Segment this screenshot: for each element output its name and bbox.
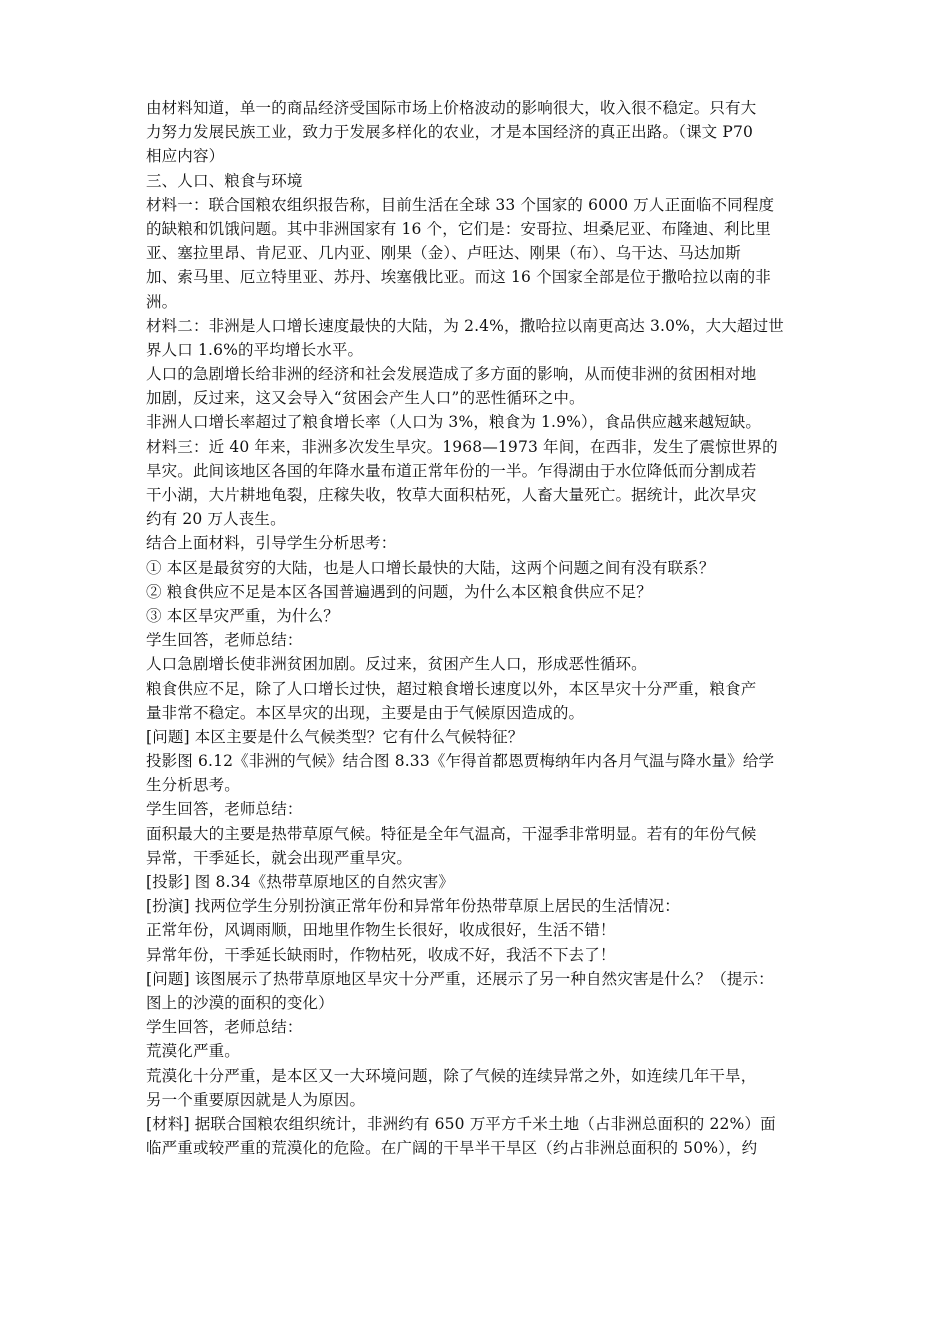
text-line: [材料] 据联合国粮农组织统计，非洲约有 650 万平方千米土地（占非洲总面积的 22%）面	[146, 1114, 776, 1133]
question-item: ① 本区是最贫穷的大陆，也是人口增长最快的大陆，这两个问题之间有没有联系？	[146, 558, 715, 577]
text-line: 异常年份，干季延长缺雨时，作物枯死，收成不好，我活不下去了！	[146, 945, 616, 964]
text-line: 界人口 1.6%的平均增长水平。	[146, 340, 364, 359]
text-line: 学生回答，老师总结：	[146, 1018, 303, 1037]
question-item: ② 粮食供应不足是本区各国普遍遇到的问题，为什么本区粮食供应不足？	[146, 582, 652, 601]
text-line: 由材料知道，单一的商品经济受国际市场上价格波动的影响很大，收入很不稳定。只有大	[146, 99, 757, 117]
text-line: 荒漠化严重。	[146, 1042, 240, 1061]
text-line: [问题] 该图展示了热带草原地区旱灾十分严重，还展示了另一种自然灾害是什么？（提示：	[146, 969, 774, 988]
text-line: 旱灾。此间该地区各国的年降水量布道正常年份的一半。乍得湖由于水位降低而分割成若	[146, 461, 757, 480]
text-line: 干小湖，大片耕地龟裂，庄稼失收，牧草大面积枯死，人畜大量死亡。据统计，此次旱灾	[146, 486, 757, 504]
text-line: [问题] 本区主要是什么气候类型？它有什么气候特征？	[146, 727, 524, 746]
text-line: 非洲人口增长率超过了粮食增长率（人口为 3%，粮食为 1.9%），食品供应越来越短缺。	[146, 413, 762, 432]
section-heading: 三、人口、粮食与环境	[146, 171, 303, 190]
text-line: 学生回答，老师总结：	[146, 631, 303, 650]
text-line: 粮食供应不足，除了人口增长过快，超过粮食增长速度以外，本区旱灾十分严重，粮食产	[146, 679, 757, 698]
text-line: 材料三：近 40 年来，非洲多次发生旱灾。1968—1973 年间，在西非，发生了震惊世界的	[146, 437, 778, 456]
question-item: ③ 本区旱灾严重，为什么？	[146, 606, 339, 625]
text-line: 人口急剧增长使非洲贫困加剧。反过来，贫困产生人口，形成恶性循环。	[146, 655, 647, 674]
text-line: 生分析思考。	[146, 776, 240, 795]
text-line: 相应内容）	[146, 147, 225, 166]
text-line: 结合上面材料，引导学生分析思考：	[146, 534, 397, 553]
text-line: [扮演] 找两位学生分别扮演正常年份和异常年份热带草原上居民的生活情况：	[146, 897, 680, 916]
text-line: 加剧，反过来，这又会导入“贫困会产生人口”的恶性循环之中。	[146, 389, 585, 408]
text-line: 材料一：联合国粮农组织报告称，目前生活在全球 33 个国家的 6000 万人正面临不同程度	[146, 195, 775, 214]
text-line: 图上的沙漠的面积的变化）	[146, 993, 334, 1012]
text-line: 学生回答，老师总结：	[146, 800, 303, 819]
text-line: 亚、塞拉里昂、肯尼亚、几内亚、刚果（金）、卢旺达、刚果（布）、乌干达、马达加斯	[146, 244, 741, 263]
text-line: 投影图 6.12《非洲的气候》结合图 8.33《乍得首都恩贾梅纳年内各月气温与降水量》给学	[146, 752, 775, 771]
text-line: 约有 20 万人丧生。	[146, 510, 286, 529]
text-line: 的缺粮和饥饿问题。其中非洲国家有 16 个，它们是：安哥拉、坦桑尼亚、布隆迪、利比里	[146, 219, 771, 238]
text-line: 材料二：非洲是人口增长速度最快的大陆，为 2.4%，撒哈拉以南更高达 3.0%，大大超过世	[146, 316, 784, 335]
text-line: 面积最大的主要是热带草原气候。特征是全年气温高，干湿季非常明显。若有的年份气候	[146, 824, 757, 843]
text-line: 加、索马里、厄立特里亚、苏丹、埃塞俄比亚。而这 16 个国家全部是位于撒哈拉以南的非	[146, 268, 771, 287]
text-line: 正常年份，风调雨顺，田地里作物生长很好，收成很好，生活不错！	[146, 921, 616, 940]
text-line: 洲。	[146, 292, 178, 311]
text-line: [投影] 图 8.34《热带草原地区的自然灾害》	[146, 873, 455, 891]
text-line: 荒漠化十分严重，是本区又一大环境问题，除了气候的连续异常之外，如连续几年干旱，	[146, 1066, 757, 1085]
text-line: 量非常不稳定。本区旱灾的出现，主要是由于气候原因造成的。	[146, 703, 585, 722]
text-line: 另一个重要原因就是人为原因。	[146, 1090, 366, 1109]
document-page	[146, 96, 822, 1160]
text-line: 力努力发展民族工业，致力于发展多样化的农业，才是本国经济的真正出路。（课文 P70	[146, 123, 753, 142]
text-line: 异常，干季延长，就会出现严重旱灾。	[146, 848, 413, 867]
text-line: 临严重或较严重的荒漠化的危险。在广阔的干旱半干旱区（约占非洲总面积的 50%），约	[146, 1139, 758, 1158]
text-line: 人口的急剧增长给非洲的经济和社会发展造成了多方面的影响，从而使非洲的贫困相对地	[146, 365, 757, 384]
